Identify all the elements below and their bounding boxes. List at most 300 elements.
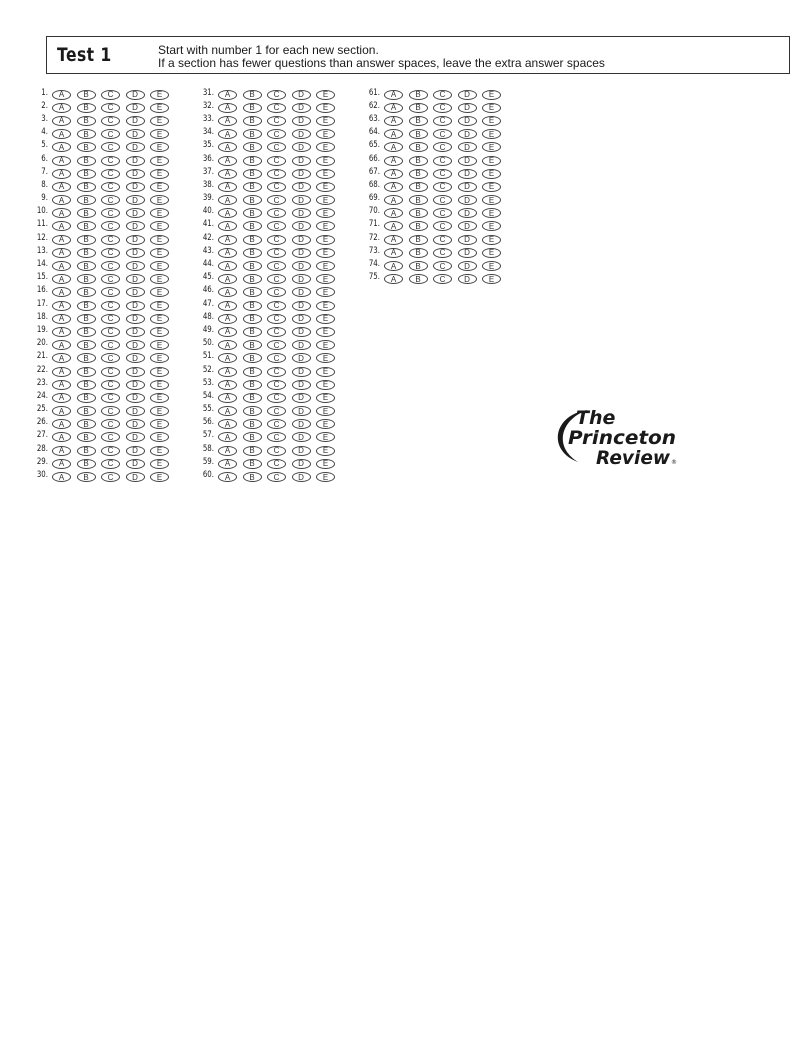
answer-bubble-d[interactable]: D — [292, 261, 311, 271]
answer-bubble-d[interactable]: D — [126, 367, 145, 377]
answer-bubble-c[interactable]: C — [433, 195, 452, 205]
answer-bubble-e[interactable]: E — [316, 116, 335, 126]
answer-bubble-d[interactable]: D — [458, 248, 477, 258]
answer-bubble-a[interactable]: A — [218, 367, 237, 377]
answer-bubble-c[interactable]: C — [101, 235, 120, 245]
answer-bubble-d[interactable]: D — [126, 261, 145, 271]
answer-bubble-a[interactable]: A — [52, 103, 71, 113]
answer-bubble-d[interactable]: D — [126, 340, 145, 350]
answer-bubble-c[interactable]: C — [267, 235, 286, 245]
answer-bubble-e[interactable]: E — [316, 103, 335, 113]
answer-bubble-c[interactable]: C — [267, 340, 286, 350]
answer-bubble-d[interactable]: D — [458, 208, 477, 218]
answer-bubble-d[interactable]: D — [292, 182, 311, 192]
answer-bubble-d[interactable]: D — [292, 380, 311, 390]
answer-bubble-b[interactable]: B — [77, 261, 96, 271]
answer-bubble-d[interactable]: D — [126, 103, 145, 113]
answer-bubble-e[interactable]: E — [482, 235, 501, 245]
answer-bubble-c[interactable]: C — [433, 208, 452, 218]
answer-bubble-d[interactable]: D — [126, 314, 145, 324]
answer-bubble-e[interactable]: E — [316, 472, 335, 482]
answer-bubble-e[interactable]: E — [316, 182, 335, 192]
answer-bubble-d[interactable]: D — [292, 367, 311, 377]
answer-bubble-a[interactable]: A — [384, 248, 403, 258]
answer-bubble-e[interactable]: E — [482, 221, 501, 231]
answer-bubble-d[interactable]: D — [126, 156, 145, 166]
answer-bubble-c[interactable]: C — [101, 208, 120, 218]
answer-bubble-a[interactable]: A — [52, 367, 71, 377]
answer-bubble-e[interactable]: E — [150, 287, 169, 297]
answer-bubble-c[interactable]: C — [267, 301, 286, 311]
answer-bubble-b[interactable]: B — [77, 432, 96, 442]
answer-bubble-d[interactable]: D — [126, 353, 145, 363]
answer-bubble-a[interactable]: A — [52, 432, 71, 442]
answer-bubble-d[interactable]: D — [292, 340, 311, 350]
answer-bubble-e[interactable]: E — [150, 235, 169, 245]
answer-bubble-d[interactable]: D — [292, 393, 311, 403]
answer-bubble-e[interactable]: E — [316, 353, 335, 363]
answer-bubble-d[interactable]: D — [292, 406, 311, 416]
answer-bubble-d[interactable]: D — [292, 432, 311, 442]
answer-bubble-e[interactable]: E — [150, 380, 169, 390]
answer-bubble-e[interactable]: E — [150, 459, 169, 469]
answer-bubble-e[interactable]: E — [316, 169, 335, 179]
answer-bubble-a[interactable]: A — [52, 248, 71, 258]
answer-bubble-c[interactable]: C — [267, 459, 286, 469]
answer-bubble-b[interactable]: B — [243, 367, 262, 377]
answer-bubble-b[interactable]: B — [243, 142, 262, 152]
answer-bubble-c[interactable]: C — [433, 142, 452, 152]
answer-bubble-b[interactable]: B — [77, 235, 96, 245]
answer-bubble-e[interactable]: E — [316, 419, 335, 429]
answer-bubble-b[interactable]: B — [243, 156, 262, 166]
answer-bubble-a[interactable]: A — [52, 327, 71, 337]
answer-bubble-a[interactable]: A — [384, 208, 403, 218]
answer-bubble-b[interactable]: B — [77, 182, 96, 192]
answer-bubble-d[interactable]: D — [126, 169, 145, 179]
answer-bubble-c[interactable]: C — [101, 129, 120, 139]
answer-bubble-c[interactable]: C — [433, 116, 452, 126]
answer-bubble-d[interactable]: D — [458, 169, 477, 179]
answer-bubble-c[interactable]: C — [101, 261, 120, 271]
answer-bubble-b[interactable]: B — [243, 353, 262, 363]
answer-bubble-e[interactable]: E — [150, 169, 169, 179]
answer-bubble-d[interactable]: D — [292, 235, 311, 245]
answer-bubble-c[interactable]: C — [101, 419, 120, 429]
answer-bubble-b[interactable]: B — [77, 472, 96, 482]
answer-bubble-e[interactable]: E — [316, 340, 335, 350]
answer-bubble-b[interactable]: B — [243, 195, 262, 205]
answer-bubble-d[interactable]: D — [458, 90, 477, 100]
answer-bubble-c[interactable]: C — [267, 446, 286, 456]
answer-bubble-c[interactable]: C — [101, 432, 120, 442]
answer-bubble-b[interactable]: B — [77, 103, 96, 113]
answer-bubble-b[interactable]: B — [243, 314, 262, 324]
answer-bubble-b[interactable]: B — [243, 221, 262, 231]
answer-bubble-d[interactable]: D — [458, 195, 477, 205]
answer-bubble-e[interactable]: E — [150, 142, 169, 152]
answer-bubble-a[interactable]: A — [52, 274, 71, 284]
answer-bubble-c[interactable]: C — [101, 156, 120, 166]
answer-bubble-b[interactable]: B — [77, 90, 96, 100]
answer-bubble-c[interactable]: C — [433, 221, 452, 231]
answer-bubble-b[interactable]: B — [243, 446, 262, 456]
answer-bubble-a[interactable]: A — [52, 380, 71, 390]
answer-bubble-d[interactable]: D — [126, 393, 145, 403]
answer-bubble-c[interactable]: C — [267, 208, 286, 218]
answer-bubble-d[interactable]: D — [292, 221, 311, 231]
answer-bubble-a[interactable]: A — [52, 90, 71, 100]
answer-bubble-b[interactable]: B — [243, 129, 262, 139]
answer-bubble-d[interactable]: D — [458, 274, 477, 284]
answer-bubble-c[interactable]: C — [433, 129, 452, 139]
answer-bubble-a[interactable]: A — [218, 314, 237, 324]
answer-bubble-a[interactable]: A — [218, 406, 237, 416]
answer-bubble-e[interactable]: E — [316, 393, 335, 403]
answer-bubble-a[interactable]: A — [52, 116, 71, 126]
answer-bubble-d[interactable]: D — [292, 419, 311, 429]
answer-bubble-e[interactable]: E — [316, 327, 335, 337]
answer-bubble-d[interactable]: D — [292, 90, 311, 100]
answer-bubble-a[interactable]: A — [218, 353, 237, 363]
answer-bubble-e[interactable]: E — [482, 208, 501, 218]
answer-bubble-b[interactable]: B — [243, 393, 262, 403]
answer-bubble-a[interactable]: A — [52, 156, 71, 166]
answer-bubble-b[interactable]: B — [77, 142, 96, 152]
answer-bubble-b[interactable]: B — [77, 156, 96, 166]
answer-bubble-a[interactable]: A — [218, 393, 237, 403]
answer-bubble-b[interactable]: B — [77, 380, 96, 390]
answer-bubble-e[interactable]: E — [316, 287, 335, 297]
answer-bubble-d[interactable]: D — [126, 432, 145, 442]
answer-bubble-a[interactable]: A — [384, 195, 403, 205]
answer-bubble-d[interactable]: D — [126, 472, 145, 482]
answer-bubble-c[interactable]: C — [433, 182, 452, 192]
answer-bubble-c[interactable]: C — [101, 195, 120, 205]
answer-bubble-e[interactable]: E — [150, 261, 169, 271]
answer-bubble-b[interactable]: B — [409, 182, 428, 192]
answer-bubble-a[interactable]: A — [218, 129, 237, 139]
answer-bubble-a[interactable]: A — [384, 103, 403, 113]
answer-bubble-c[interactable]: C — [267, 432, 286, 442]
answer-bubble-c[interactable]: C — [267, 116, 286, 126]
answer-bubble-a[interactable]: A — [52, 169, 71, 179]
answer-bubble-a[interactable]: A — [52, 195, 71, 205]
answer-bubble-e[interactable]: E — [150, 129, 169, 139]
answer-bubble-c[interactable]: C — [101, 472, 120, 482]
answer-bubble-a[interactable]: A — [218, 432, 237, 442]
answer-bubble-e[interactable]: E — [482, 274, 501, 284]
answer-bubble-d[interactable]: D — [126, 327, 145, 337]
answer-bubble-b[interactable]: B — [243, 419, 262, 429]
answer-bubble-c[interactable]: C — [433, 274, 452, 284]
answer-bubble-b[interactable]: B — [243, 90, 262, 100]
answer-bubble-b[interactable]: B — [409, 274, 428, 284]
answer-bubble-e[interactable]: E — [150, 301, 169, 311]
answer-bubble-b[interactable]: B — [243, 261, 262, 271]
answer-bubble-e[interactable]: E — [150, 393, 169, 403]
answer-bubble-b[interactable]: B — [77, 287, 96, 297]
answer-bubble-c[interactable]: C — [267, 419, 286, 429]
answer-bubble-c[interactable]: C — [101, 406, 120, 416]
answer-bubble-c[interactable]: C — [101, 380, 120, 390]
answer-bubble-e[interactable]: E — [150, 208, 169, 218]
answer-bubble-c[interactable]: C — [101, 393, 120, 403]
answer-bubble-e[interactable]: E — [482, 156, 501, 166]
answer-bubble-b[interactable]: B — [409, 116, 428, 126]
answer-bubble-c[interactable]: C — [267, 353, 286, 363]
answer-bubble-b[interactable]: B — [77, 195, 96, 205]
answer-bubble-b[interactable]: B — [77, 169, 96, 179]
answer-bubble-c[interactable]: C — [433, 156, 452, 166]
answer-bubble-b[interactable]: B — [243, 472, 262, 482]
answer-bubble-b[interactable]: B — [77, 353, 96, 363]
answer-bubble-a[interactable]: A — [52, 261, 71, 271]
answer-bubble-d[interactable]: D — [292, 248, 311, 258]
answer-bubble-c[interactable]: C — [101, 169, 120, 179]
answer-bubble-c[interactable]: C — [267, 169, 286, 179]
answer-bubble-a[interactable]: A — [52, 208, 71, 218]
answer-bubble-c[interactable]: C — [101, 459, 120, 469]
answer-bubble-c[interactable]: C — [101, 142, 120, 152]
answer-bubble-e[interactable]: E — [150, 446, 169, 456]
answer-bubble-a[interactable]: A — [218, 142, 237, 152]
answer-bubble-a[interactable]: A — [52, 446, 71, 456]
answer-bubble-b[interactable]: B — [243, 301, 262, 311]
answer-bubble-e[interactable]: E — [150, 221, 169, 231]
answer-bubble-b[interactable]: B — [77, 208, 96, 218]
answer-bubble-e[interactable]: E — [150, 327, 169, 337]
answer-bubble-d[interactable]: D — [458, 235, 477, 245]
answer-bubble-c[interactable]: C — [267, 103, 286, 113]
answer-bubble-a[interactable]: A — [218, 287, 237, 297]
answer-bubble-c[interactable]: C — [267, 90, 286, 100]
answer-bubble-b[interactable]: B — [243, 327, 262, 337]
answer-bubble-e[interactable]: E — [316, 221, 335, 231]
answer-bubble-b[interactable]: B — [77, 274, 96, 284]
answer-bubble-d[interactable]: D — [126, 274, 145, 284]
answer-bubble-e[interactable]: E — [482, 90, 501, 100]
answer-bubble-e[interactable]: E — [150, 314, 169, 324]
answer-bubble-b[interactable]: B — [77, 419, 96, 429]
answer-bubble-c[interactable]: C — [101, 103, 120, 113]
answer-bubble-b[interactable]: B — [409, 142, 428, 152]
answer-bubble-a[interactable]: A — [218, 195, 237, 205]
answer-bubble-b[interactable]: B — [409, 235, 428, 245]
answer-bubble-a[interactable]: A — [218, 472, 237, 482]
answer-bubble-e[interactable]: E — [482, 182, 501, 192]
answer-bubble-e[interactable]: E — [316, 142, 335, 152]
answer-bubble-d[interactable]: D — [292, 116, 311, 126]
answer-bubble-d[interactable]: D — [126, 208, 145, 218]
answer-bubble-b[interactable]: B — [243, 287, 262, 297]
answer-bubble-c[interactable]: C — [101, 314, 120, 324]
answer-bubble-b[interactable]: B — [77, 327, 96, 337]
answer-bubble-a[interactable]: A — [52, 419, 71, 429]
answer-bubble-c[interactable]: C — [433, 248, 452, 258]
answer-bubble-c[interactable]: C — [101, 367, 120, 377]
answer-bubble-c[interactable]: C — [433, 169, 452, 179]
answer-bubble-d[interactable]: D — [292, 169, 311, 179]
answer-bubble-c[interactable]: C — [433, 90, 452, 100]
answer-bubble-d[interactable]: D — [126, 446, 145, 456]
answer-bubble-e[interactable]: E — [150, 103, 169, 113]
answer-bubble-b[interactable]: B — [243, 235, 262, 245]
answer-bubble-b[interactable]: B — [77, 446, 96, 456]
answer-bubble-c[interactable]: C — [101, 248, 120, 258]
answer-bubble-c[interactable]: C — [267, 248, 286, 258]
answer-bubble-e[interactable]: E — [150, 274, 169, 284]
answer-bubble-e[interactable]: E — [316, 314, 335, 324]
answer-bubble-b[interactable]: B — [77, 459, 96, 469]
answer-bubble-a[interactable]: A — [218, 274, 237, 284]
answer-bubble-c[interactable]: C — [101, 90, 120, 100]
answer-bubble-e[interactable]: E — [316, 248, 335, 258]
answer-bubble-d[interactable]: D — [292, 353, 311, 363]
answer-bubble-c[interactable]: C — [267, 393, 286, 403]
answer-bubble-b[interactable]: B — [77, 221, 96, 231]
answer-bubble-e[interactable]: E — [482, 248, 501, 258]
answer-bubble-e[interactable]: E — [150, 432, 169, 442]
answer-bubble-d[interactable]: D — [458, 182, 477, 192]
answer-bubble-a[interactable]: A — [52, 182, 71, 192]
answer-bubble-a[interactable]: A — [52, 235, 71, 245]
answer-bubble-a[interactable]: A — [218, 419, 237, 429]
answer-bubble-e[interactable]: E — [482, 169, 501, 179]
answer-bubble-e[interactable]: E — [150, 353, 169, 363]
answer-bubble-a[interactable]: A — [52, 406, 71, 416]
answer-bubble-e[interactable]: E — [482, 261, 501, 271]
answer-bubble-e[interactable]: E — [316, 406, 335, 416]
answer-bubble-b[interactable]: B — [243, 116, 262, 126]
answer-bubble-e[interactable]: E — [316, 208, 335, 218]
answer-bubble-e[interactable]: E — [150, 472, 169, 482]
answer-bubble-e[interactable]: E — [150, 367, 169, 377]
answer-bubble-a[interactable]: A — [52, 393, 71, 403]
answer-bubble-e[interactable]: E — [150, 116, 169, 126]
answer-bubble-a[interactable]: A — [384, 169, 403, 179]
answer-bubble-e[interactable]: E — [316, 432, 335, 442]
answer-bubble-e[interactable]: E — [316, 301, 335, 311]
answer-bubble-a[interactable]: A — [52, 472, 71, 482]
answer-bubble-a[interactable]: A — [218, 116, 237, 126]
answer-bubble-b[interactable]: B — [77, 340, 96, 350]
answer-bubble-a[interactable]: A — [384, 261, 403, 271]
answer-bubble-b[interactable]: B — [243, 182, 262, 192]
answer-bubble-e[interactable]: E — [482, 129, 501, 139]
answer-bubble-a[interactable]: A — [218, 90, 237, 100]
answer-bubble-b[interactable]: B — [243, 340, 262, 350]
answer-bubble-c[interactable]: C — [101, 340, 120, 350]
answer-bubble-e[interactable]: E — [150, 182, 169, 192]
answer-bubble-e[interactable]: E — [316, 459, 335, 469]
answer-bubble-b[interactable]: B — [409, 90, 428, 100]
answer-bubble-d[interactable]: D — [458, 261, 477, 271]
answer-bubble-d[interactable]: D — [292, 472, 311, 482]
answer-bubble-c[interactable]: C — [267, 182, 286, 192]
answer-bubble-b[interactable]: B — [409, 169, 428, 179]
answer-bubble-d[interactable]: D — [292, 274, 311, 284]
answer-bubble-d[interactable]: D — [292, 301, 311, 311]
answer-bubble-e[interactable]: E — [150, 156, 169, 166]
answer-bubble-a[interactable]: A — [218, 261, 237, 271]
answer-bubble-a[interactable]: A — [52, 221, 71, 231]
answer-bubble-b[interactable]: B — [77, 367, 96, 377]
answer-bubble-a[interactable]: A — [218, 182, 237, 192]
answer-bubble-b[interactable]: B — [77, 116, 96, 126]
answer-bubble-d[interactable]: D — [126, 380, 145, 390]
answer-bubble-e[interactable]: E — [482, 142, 501, 152]
answer-bubble-b[interactable]: B — [243, 274, 262, 284]
answer-bubble-d[interactable]: D — [126, 287, 145, 297]
answer-bubble-a[interactable]: A — [52, 129, 71, 139]
answer-bubble-b[interactable]: B — [243, 432, 262, 442]
answer-bubble-b[interactable]: B — [409, 261, 428, 271]
answer-bubble-e[interactable]: E — [150, 195, 169, 205]
answer-bubble-b[interactable]: B — [409, 195, 428, 205]
answer-bubble-a[interactable]: A — [384, 221, 403, 231]
answer-bubble-d[interactable]: D — [126, 419, 145, 429]
answer-bubble-a[interactable]: A — [384, 90, 403, 100]
answer-bubble-c[interactable]: C — [101, 116, 120, 126]
answer-bubble-a[interactable]: A — [218, 380, 237, 390]
answer-bubble-b[interactable]: B — [243, 406, 262, 416]
answer-bubble-d[interactable]: D — [292, 287, 311, 297]
answer-bubble-d[interactable]: D — [126, 142, 145, 152]
answer-bubble-b[interactable]: B — [409, 221, 428, 231]
answer-bubble-c[interactable]: C — [267, 195, 286, 205]
answer-bubble-c[interactable]: C — [101, 301, 120, 311]
answer-bubble-d[interactable]: D — [292, 156, 311, 166]
answer-bubble-d[interactable]: D — [126, 195, 145, 205]
answer-bubble-a[interactable]: A — [52, 301, 71, 311]
answer-bubble-e[interactable]: E — [316, 261, 335, 271]
answer-bubble-c[interactable]: C — [267, 472, 286, 482]
answer-bubble-d[interactable]: D — [126, 235, 145, 245]
answer-bubble-e[interactable]: E — [482, 116, 501, 126]
answer-bubble-b[interactable]: B — [409, 129, 428, 139]
answer-bubble-d[interactable]: D — [126, 90, 145, 100]
answer-bubble-a[interactable]: A — [384, 274, 403, 284]
answer-bubble-a[interactable]: A — [218, 459, 237, 469]
answer-bubble-c[interactable]: C — [267, 261, 286, 271]
answer-bubble-d[interactable]: D — [126, 406, 145, 416]
answer-bubble-e[interactable]: E — [316, 90, 335, 100]
answer-bubble-a[interactable]: A — [218, 340, 237, 350]
answer-bubble-c[interactable]: C — [433, 261, 452, 271]
answer-bubble-c[interactable]: C — [267, 129, 286, 139]
answer-bubble-a[interactable]: A — [384, 142, 403, 152]
answer-bubble-a[interactable]: A — [218, 221, 237, 231]
answer-bubble-c[interactable]: C — [433, 103, 452, 113]
answer-bubble-a[interactable]: A — [52, 287, 71, 297]
answer-bubble-d[interactable]: D — [292, 142, 311, 152]
answer-bubble-c[interactable]: C — [101, 182, 120, 192]
answer-bubble-d[interactable]: D — [126, 248, 145, 258]
answer-bubble-c[interactable]: C — [267, 287, 286, 297]
answer-bubble-b[interactable]: B — [77, 406, 96, 416]
answer-bubble-a[interactable]: A — [218, 301, 237, 311]
answer-bubble-a[interactable]: A — [218, 235, 237, 245]
answer-bubble-d[interactable]: D — [458, 103, 477, 113]
answer-bubble-d[interactable]: D — [292, 129, 311, 139]
answer-bubble-d[interactable]: D — [126, 459, 145, 469]
answer-bubble-c[interactable]: C — [433, 235, 452, 245]
answer-bubble-e[interactable]: E — [316, 446, 335, 456]
answer-bubble-b[interactable]: B — [243, 103, 262, 113]
answer-bubble-e[interactable]: E — [316, 129, 335, 139]
answer-bubble-d[interactable]: D — [292, 195, 311, 205]
